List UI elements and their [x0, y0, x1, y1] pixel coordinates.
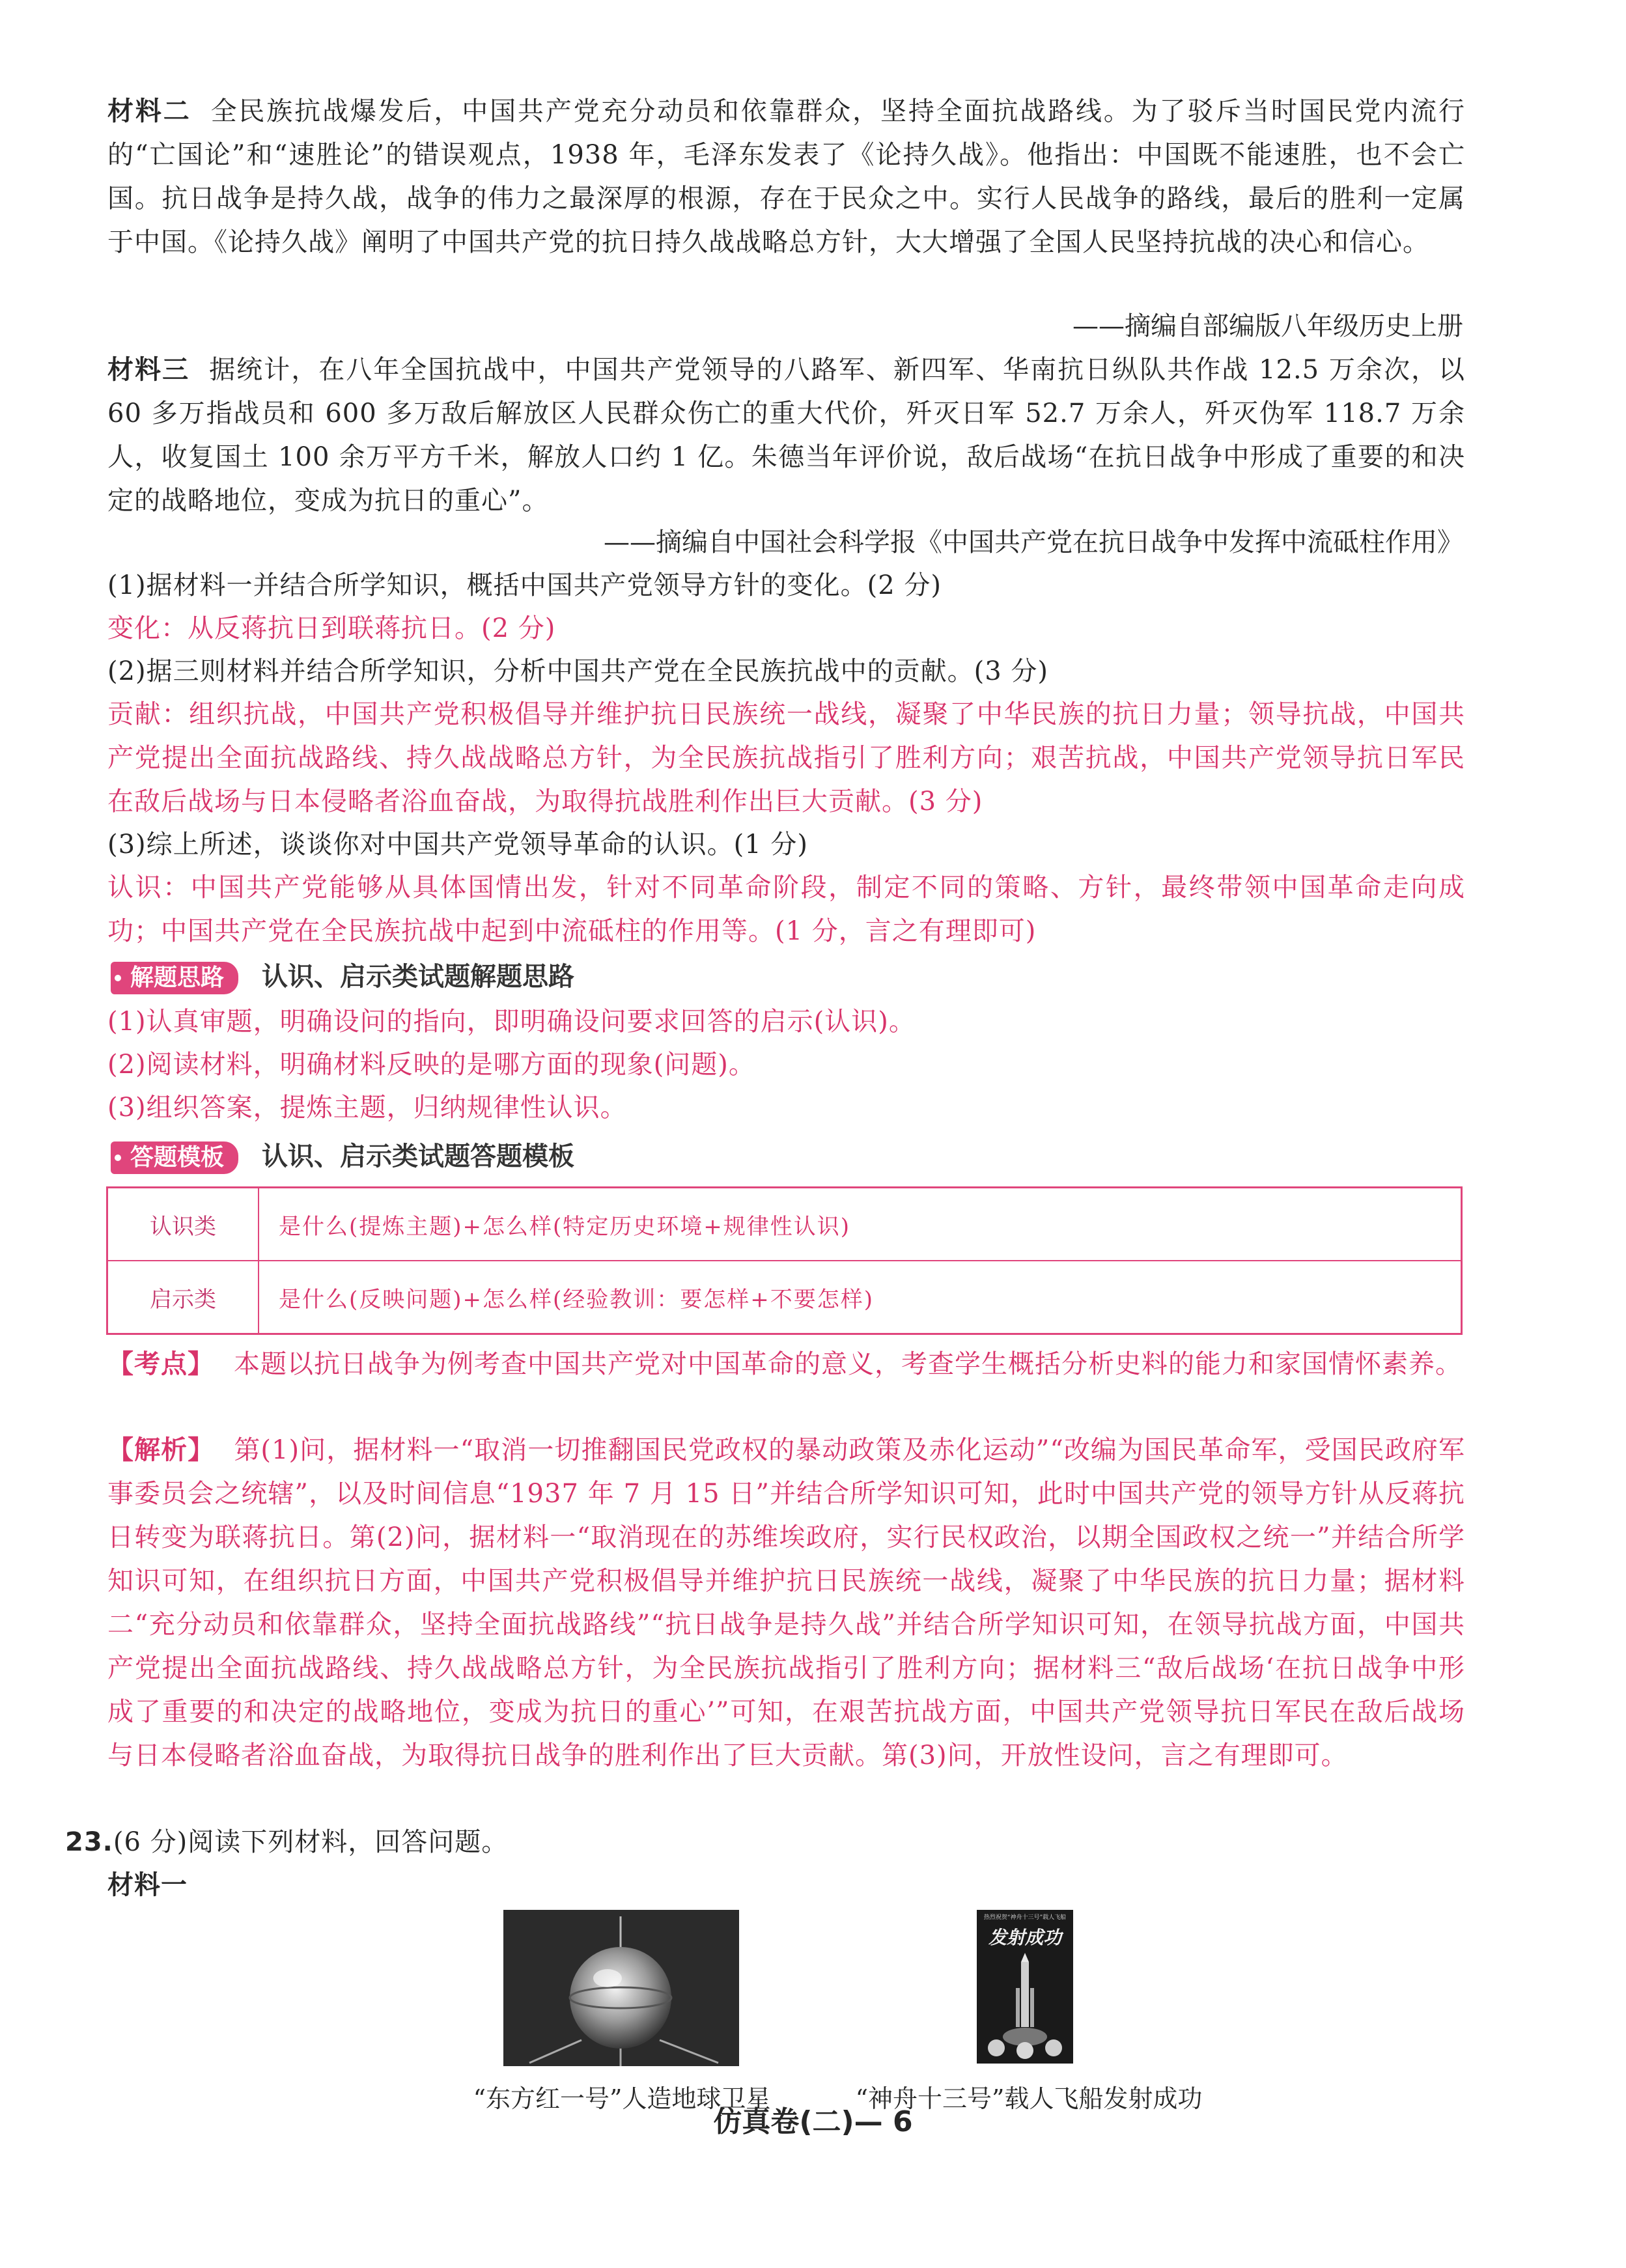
answer-3: 认识：中国共产党能够从具体国情出发，针对不同革命阶段，制定不同的策略、方针，最终带领中国革命走向成功；中国共产党在全民族抗战中起到中流砥柱的作用等。(1 分，言之有理即可) [107, 873, 1465, 946]
table-row [107, 1261, 1462, 1334]
thinking-header [111, 960, 574, 994]
table-row-head: 认识类 [107, 1188, 259, 1261]
question-23-text: (6 分)阅读下列材料，回答问题。 [113, 1827, 509, 1857]
answer-2: 贡献：组织抗战，中国共产党积极倡导并维护抗日民族统一战线，凝聚了中华民族的抗日力量；领导抗战，中国共产党提出全面抗战路线、持久战战略总方针，为全民族抗战指引了胜利方向；艰苦抗战，中国共产党领导抗日军民在敌后战场与日本侵略者浴血奋战，为取得抗战胜利作出巨大贡献。(3 分) [107, 699, 1465, 817]
satellite-photo [503, 1910, 739, 2066]
kaodian-label: 【考点】 [107, 1349, 214, 1379]
material-two-label: 材料二 [107, 96, 191, 126]
material-three-label: 材料三 [107, 355, 190, 385]
thinking-step: (3)组织答案，提炼主题，归纳规律性认识。 [107, 1093, 627, 1123]
jiexi-label: 【解析】 [107, 1435, 215, 1465]
kaodian [107, 1343, 1465, 1386]
table-row [107, 1188, 1462, 1261]
table-row-head: 启示类 [107, 1261, 259, 1334]
thinking-step: (2)阅读材料，明确材料反映的是哪方面的现象(问题)。 [107, 1050, 755, 1080]
template-header [111, 1140, 574, 1174]
thinking-tag: 解题思路 [111, 962, 238, 994]
shenzhou-caption: “神舟十三号”载人飞船发射成功 [855, 2084, 1203, 2113]
poster-small-text: 热烈祝贺“神舟十三号”载人飞船 [983, 1914, 1067, 1921]
rocket-launch-icon [977, 1910, 1073, 2064]
question-23-number: 23. [65, 1827, 113, 1857]
satellite-icon [503, 1910, 739, 2066]
material-two-text: 全民族抗战爆发后，中国共产党充分动员和依靠群众，坚持全面抗战路线。为了驳斥当时国民党内流行的“亡国论”和“速胜论”的错误观点，1938 年，毛泽东发表了《论持久战》。他指出：中国既不能速胜，也不会亡国。抗日战争是持久战，战争的伟力之最深厚的根源，存在于民众之中。实行人民战争的路线，最后的胜利一定属于中国。《论持久战》阐明了中国共产党的抗日持久战战略总方针，大大增强了全国人民坚持抗战的决心和信心。 [107, 96, 1466, 257]
question-2: (2)据三则材料并结合所学知识，分析中国共产党在全民族抗战中的贡献。(3 分) [107, 656, 1049, 686]
template-table [106, 1186, 1463, 1335]
material-three-source: ——摘编自中国社会科学报《中国共产党在抗日战争中发挥中流砥柱作用》 [604, 527, 1463, 557]
kaodian-text: 本题以抗日战争为例考查中国共产党对中国革命的意义，考查学生概括分析史料的能力和家国情怀素养。 [234, 1349, 1462, 1379]
jiexi-text: 第(1)问，据材料一“取消一切推翻国民党政权的暴动政策及赤化运动”“改编为国民革命军，受国民政府军事委员会之统辖”，以及时间信息“1937 年 7 月 15 日”并结合所学知识可知，此时中国共产党的领导方针从反蒋抗日转变为联蒋抗日。第(2)问，据材料一“取消现在的苏维埃政府，实行民权政治，以期全国政权之统一”并结合所学知识可知，在组织抗日方面，中国共产党积极倡导并维护抗日民族统一战线，凝聚了中华民族的抗日力量；据材料二“充分动员和依靠群众，坚持全面抗战路线”“抗日战争是持久战”并结合所学知识可知，在领导抗战方面，中国共产党提出全面抗战路线、持久战战略总方针，为全民族抗战指引了胜利方向；据材料三“敌后战场‘在抗日战争中形成了重要的和决定的战略地位，变成为抗日的重心’”可知，在艰苦抗战方面，中国共产党领导抗日军民在敌后战场与日本侵略者浴血奋战，为取得抗日战争的胜利作出了巨大贡献。第(3)问，开放性设问，言之有理即可。 [107, 1435, 1465, 1771]
question-3: (3)综上所述，谈谈你对中国共产党领导革命的认识。(1 分) [107, 830, 809, 860]
material-two-source: ——摘编自部编版八年级历史上册 [1072, 311, 1463, 341]
table-row-content: 是什么(提炼主题)+怎么样(特定历史环境+规律性认识) [259, 1188, 1462, 1261]
table-row-content: 是什么(反映问题)+怎么样(经验教训：要怎样+不要怎样) [259, 1261, 1462, 1334]
material-one-label: 材料一 [107, 1870, 188, 1900]
jiexi [107, 1429, 1465, 1778]
question-23 [65, 1821, 1465, 1864]
question-1: (1)据材料一并结合所学知识，概括中国共产党领导方针的变化。(2 分) [107, 570, 942, 600]
satellite-caption: “东方红一号”人造地球卫星 [473, 2084, 771, 2113]
thinking-step: (1)认真审题，明确设问的指向，即明确设问要求回答的启示(认识)。 [107, 1007, 916, 1037]
material-three [107, 348, 1465, 523]
poster-title: 发射成功 [988, 1927, 1061, 1948]
template-title: 认识、启示类试题答题模板 [262, 1141, 575, 1171]
template-tag: 答题模板 [111, 1141, 238, 1174]
answer-1: 变化：从反蒋抗日到联蒋抗日。(2 分) [107, 613, 556, 643]
shenzhou-poster [977, 1910, 1073, 2064]
material-three-text: 据统计，在八年全国抗战中，中国共产党领导的八路军、新四军、华南抗日纵队共作战 12.5 万余次，以 60 多万指战员和 600 多万敌后解放区人民群众伤亡的重大代价，歼灭日军 52.7 万余人，歼灭伪军 118.7 万余人，收复国土 100 余万平方千米，解放人口约 1 亿。朱德当年评价说，敌后战场“在抗日战争中形成了重要的和决定的战略地位，变成为抗日的重心”。 [107, 355, 1466, 516]
material-two [107, 90, 1465, 264]
thinking-title: 认识、启示类试题解题思路 [262, 962, 575, 992]
question-23-material-label [107, 1864, 1465, 1907]
page-footer: 仿真卷(二)— 6 [713, 2105, 913, 2138]
